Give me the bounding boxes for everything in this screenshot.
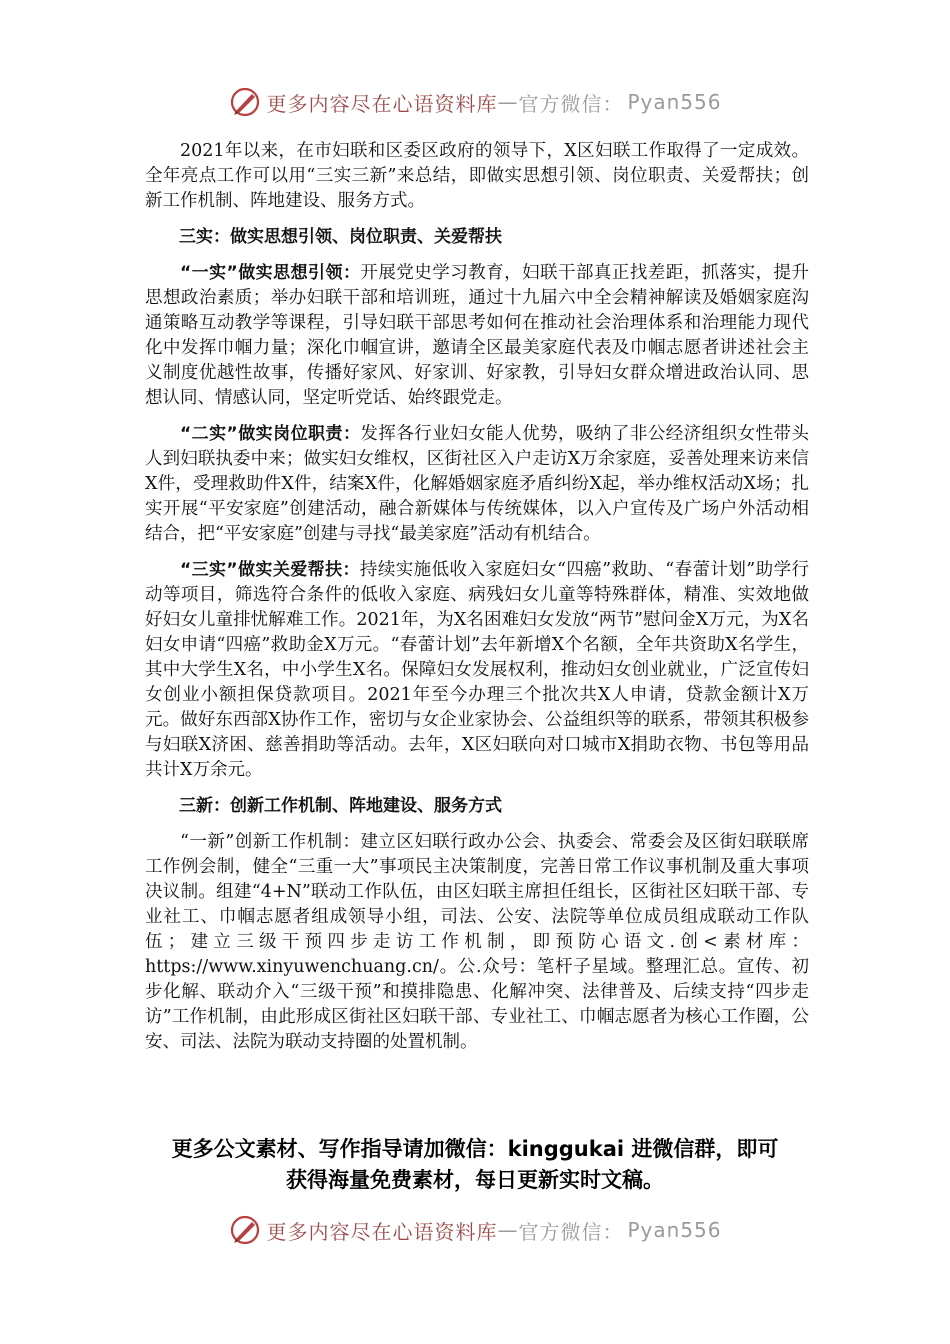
section-heading-three-shi: 三实：做实思想引领、岗位职责、关爱帮扶: [179, 227, 502, 247]
banner-wechat-id: Pyan556: [627, 90, 722, 114]
pen-logo-icon: [228, 85, 262, 119]
banner-dash: —: [497, 90, 519, 114]
footer-site-name: 更多内容尽在心语资料库: [266, 1219, 498, 1244]
intro-paragraph: 2021年以来，在市妇联和区委区政府的领导下，X区妇联工作取得了一定成效。全年亮点工作可以用“三实三新”来总结，即做实思想引领、岗位职责、关爱帮扶；创新工作机制、阵地建设、服务方式。: [145, 141, 809, 211]
item-text-1: 开展党史学习教育，妇联干部真正找差距，抓落实，提升思想政治素质；举办妇联干部和培训班，通过十九届六中全会精神解读及婚姻家庭沟通策略互动教学等课程，引导妇联干部思考如何在推动社会治理体系和治理能力现代化中发挥巾帼力量；深化巾帼宣讲，邀请全区最美家庭代表及巾帼志愿者讲述社会主义制度优越性故事，传播好家风、好家训、好家教，引导妇女群众增进政治认同、思想认同、情感认同，坚定听党话、始终跟党走。: [145, 263, 809, 408]
promo-line-2: 获得海量免费素材，每日更新实时文稿。: [286, 1168, 664, 1192]
footer-wechat-id: Pyan556: [627, 1218, 722, 1242]
item-paragraph-1: [145, 261, 809, 411]
promo-notice: [100, 1134, 850, 1196]
header-banner: [0, 82, 950, 122]
item-lead-3: “三实”做实关爱帮扶：: [180, 560, 360, 580]
pen-logo-icon: [228, 1213, 262, 1247]
footer-official-label: 官方微信：: [518, 1219, 624, 1244]
item-paragraph-2: [145, 422, 809, 547]
promo-line-1: 更多公文素材、写作指导请加微信：kinggukai 进微信群，即可: [171, 1137, 779, 1161]
item-text-3: 持续实施低收入家庭妇女“四癌”救助、“春蕾计划”助学行动等项目，筛选符合条件的低收入家庭、病残妇女儿童等特殊群体，精准、实效地做好妇女儿童排忧解难工作。2021年，为X名困难妇女发放“两节”慰问金X万元，为X名妇女申请“四癌”救助金X万元。“春蕾计划”去年新增X个名额，全年共资助X名学生，其中大学生X名，中小学生X名。保障妇女发展权利，推动妇女创业就业，广泛宣传妇女创业小额担保贷款项目。2021年至今办理三个批次共X人申请，贷款金额计X万元。做好东西部X协作工作，密切与女企业家协会、公益组织等的联系，带领其积极参与妇联X济困、慈善捐助等活动。去年，X区妇联向对口城市X捐助衣物、书包等用品共计X万余元。: [145, 560, 809, 780]
banner-official-label: 官方微信：: [518, 91, 624, 116]
section2-paragraph: “一新”创新工作机制：建立区妇联行政办公会、执委会、常委会及区街妇联联席工作例会制，健全“三重一大”事项民主决策制度，完善日常工作议事机制及重大事项决议制。组建“4+N”联动工作队伍，由区妇联主席担任组长，区街社区妇联干部、专业社工、巾帼志愿者组成领导小组，司法、公安、法院等单位成员组成联动工作队伍；建立三级干预四步走访工作机制，即预防心语文.创<素材库：https://www.xinyuwenchuang.cn/。公.众号：笔杆子星域。整理汇总。宣传、初步化解、联动介入“三级干预”和摸排隐患、化解冲突、法律普及、后续支持“四步走访”工作机制，由此形成区街社区妇联干部、专业社工、巾帼志愿者为核心工作圈，公安、司法、法院为联动支持圈的处置机制。: [145, 832, 809, 1052]
section-heading-three-xin: 三新：创新工作机制、阵地建设、服务方式: [179, 796, 502, 816]
item-lead-1: “一实”做实思想引领：: [180, 263, 361, 283]
document-body: [145, 139, 809, 1066]
item-lead-2: “二实”做实岗位职责：: [180, 424, 361, 444]
banner-site-name: 更多内容尽在心语资料库: [266, 91, 498, 116]
item-paragraph-3: [145, 558, 809, 783]
item-text-2: 发挥各行业妇女能人优势，吸纳了非公经济组织女性带头人到妇联执委中来；做实妇女维权，区街社区入户走访X万余家庭，妥善处理来访来信X件，受理救助件X件，结案X件，化解婚姻家庭矛盾纠纷X起，举办维权活动X场；扎实开展“平安家庭”创建活动，融合新媒体与传统媒体，以入户宣传及广场户外活动相结合，把“平安家庭”创建与寻找“最美家庭”活动有机结合。: [145, 424, 809, 544]
footer-dash: —: [497, 1218, 519, 1242]
footer-banner: [0, 1210, 950, 1250]
